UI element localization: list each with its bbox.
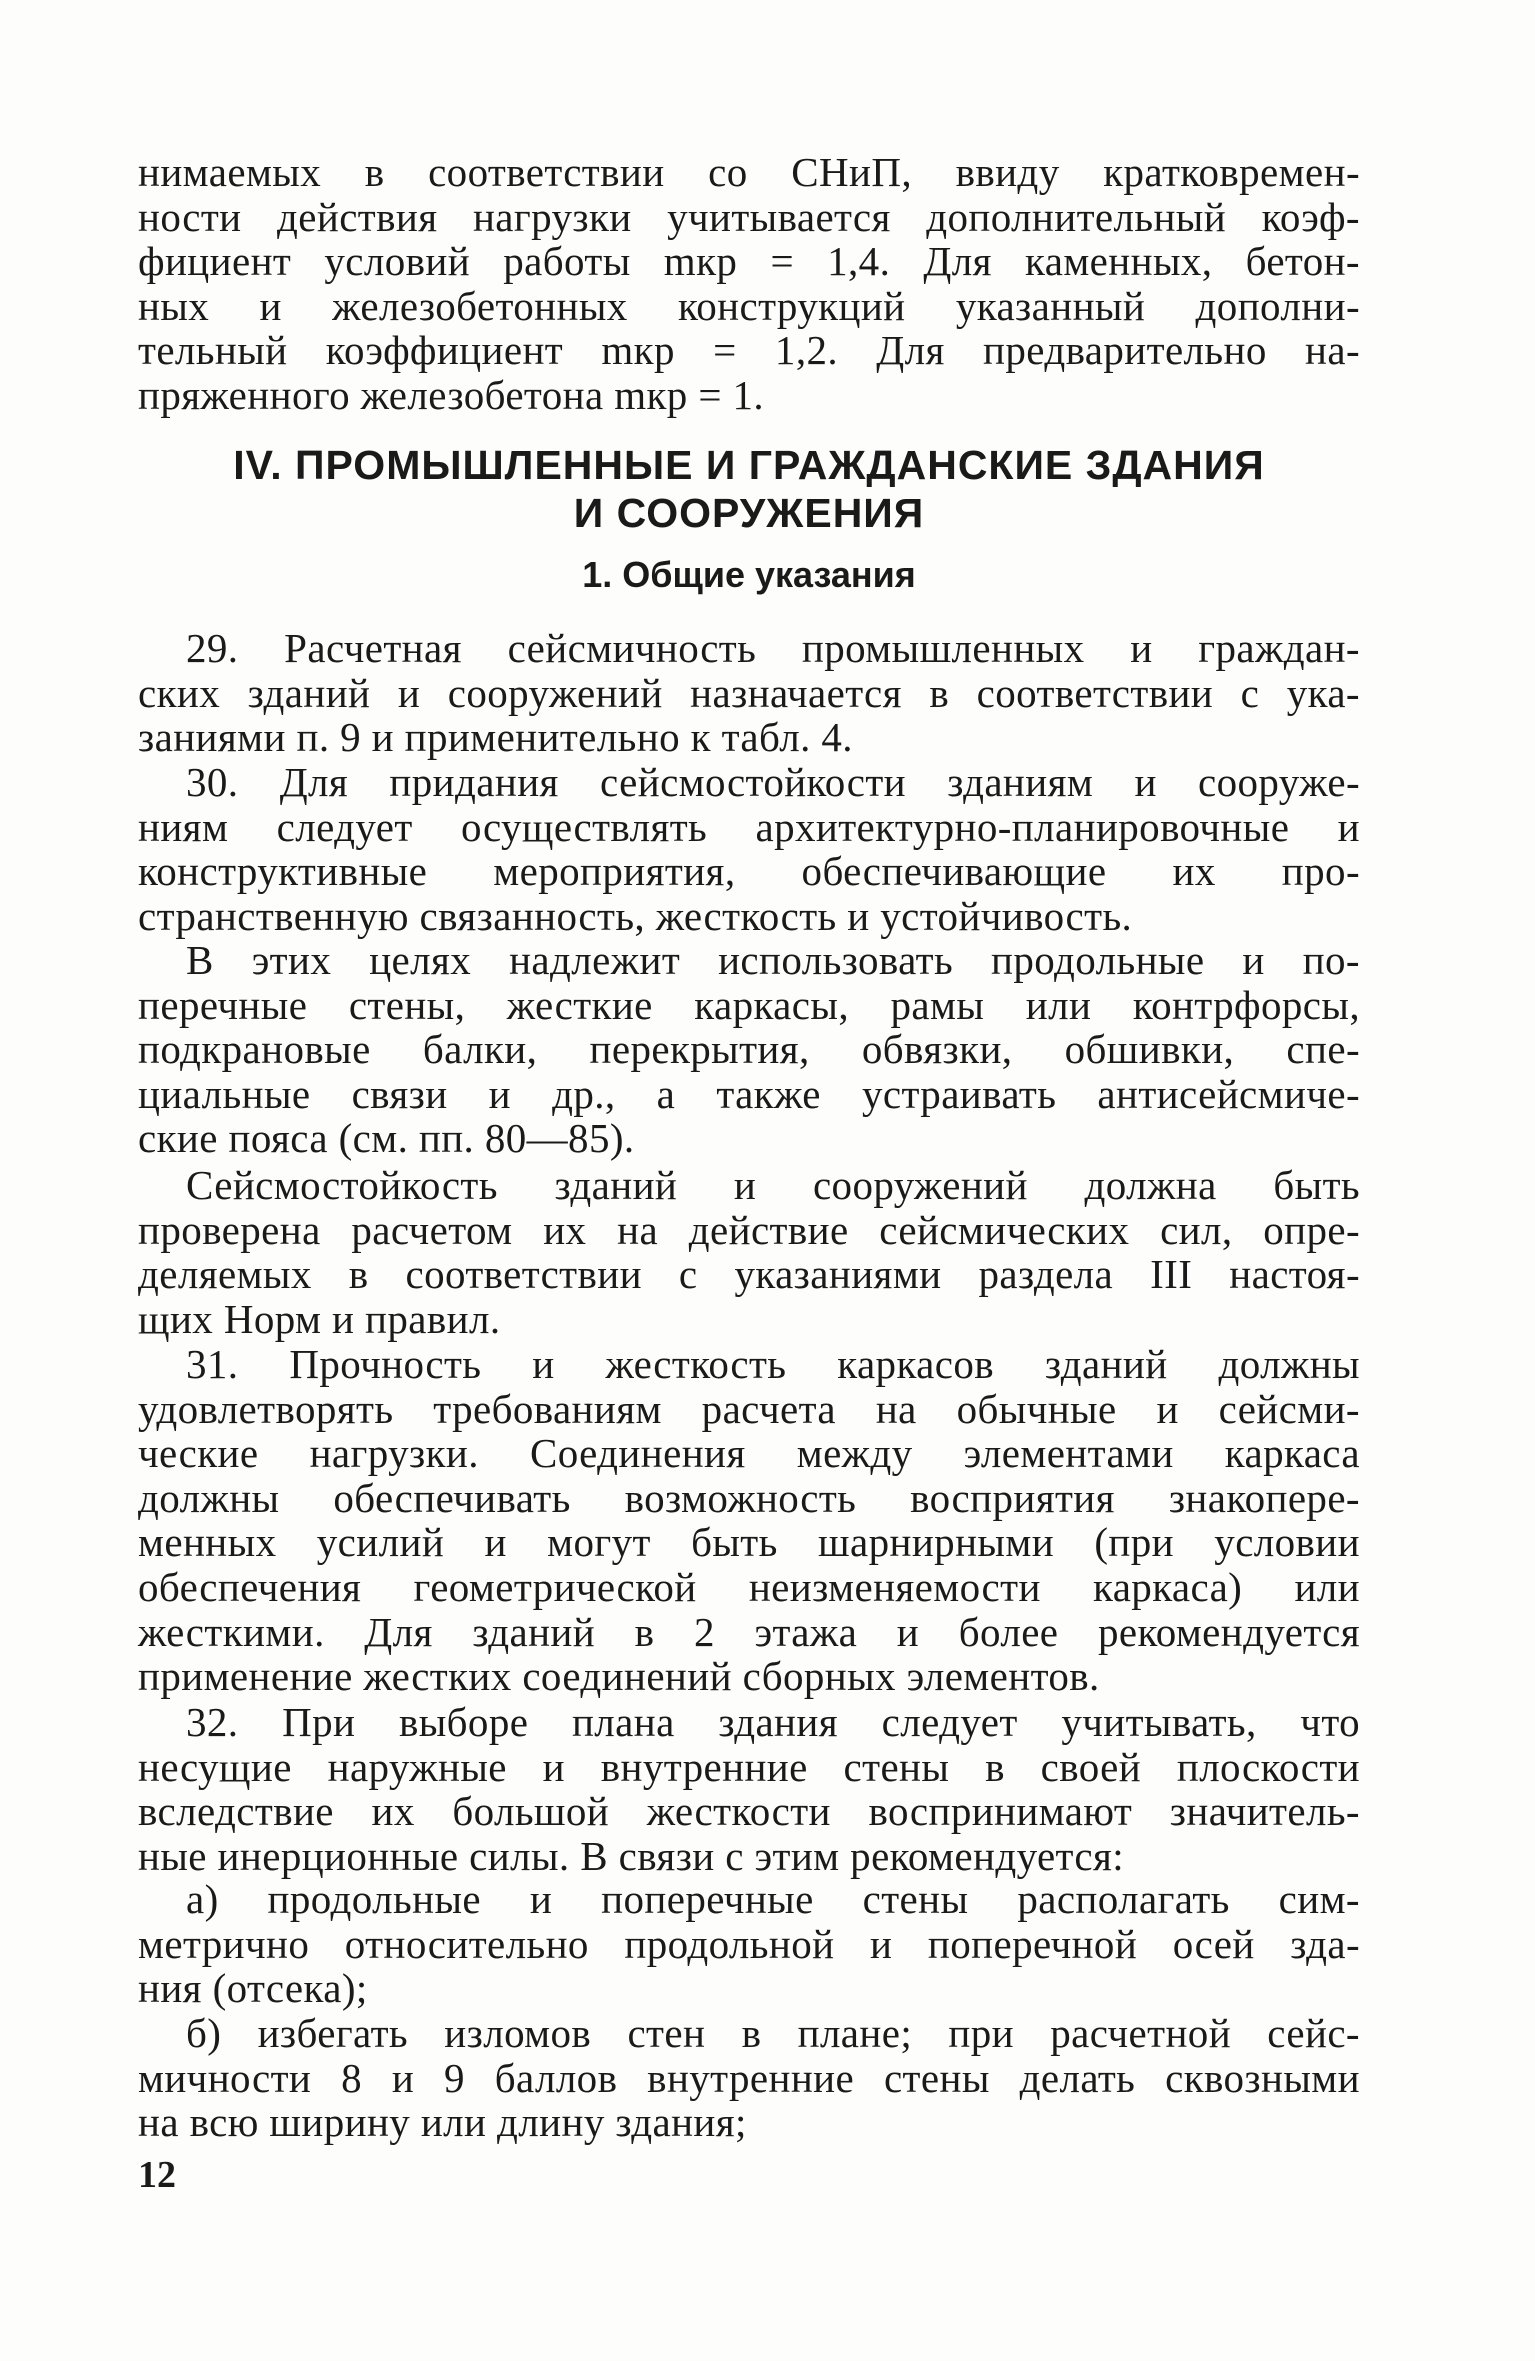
section-title-line2: И СООРУЖЕНИЯ xyxy=(573,490,925,536)
text-line: вследствие их большой жесткости воспринимают значитель- xyxy=(138,1788,1360,1835)
intro-paragraph xyxy=(138,150,1360,418)
text-line: ческие нагрузки. Соединения между элементами каркаса xyxy=(138,1430,1360,1477)
text-line: Сейсмостойкость зданий и сооружений должна быть xyxy=(186,1162,1360,1208)
text-line: деляемых в соответствии с указаниями раздела III настоя- xyxy=(138,1251,1360,1298)
text-line: должны обеспечивать возможность восприятия знакопере- xyxy=(138,1474,1360,1521)
paragraph-31 xyxy=(138,1342,1360,1699)
paragraph-30-continued xyxy=(138,938,1360,1161)
text-line: ских зданий и сооружений назначается в соответствии с ука- xyxy=(138,669,1360,716)
text-line: пряженного железобетона mкр = 1. xyxy=(138,371,765,418)
text-line: ния (отсека); xyxy=(138,1965,368,2012)
list-item-b xyxy=(138,2011,1360,2145)
text-line: конструктивные мероприятия, обеспечивающие их про- xyxy=(138,848,1360,895)
text-line: метрично относительно продольной и поперечной осей зда- xyxy=(138,1920,1360,1967)
text-line: мичности 8 и 9 баллов внутренние стены делать сквозными xyxy=(138,2054,1360,2101)
text-line: тельный коэффициент mкр = 1,2. Для предварительно на- xyxy=(138,327,1360,374)
text-line: на всю ширину или длину здания; xyxy=(138,2099,747,2146)
text-line: удовлетворять требованиям расчета на обычные и сейсми- xyxy=(138,1385,1360,1432)
text-line: заниями п. 9 и применительно к табл. 4. xyxy=(138,714,853,761)
text-line: а) продольные и поперечные стены располагать сим- xyxy=(186,1876,1360,1922)
text-line: ности действия нагрузки учитывается дополнительный коэф- xyxy=(138,193,1360,240)
text-line: 31. Прочность и жесткость каркасов зданий должны xyxy=(186,1341,1360,1387)
paragraph-30 xyxy=(138,760,1360,938)
text-line: 32. При выборе плана здания следует учитывать, что xyxy=(186,1699,1360,1745)
text-line: б) избегать изломов стен в плане; при расчетной сейс- xyxy=(186,2010,1360,2056)
text-line: применение жестких соединений сборных элементов. xyxy=(138,1653,1100,1700)
text-line: ские пояса (см. пп. 80—85). xyxy=(138,1115,635,1162)
paragraph-32 xyxy=(138,1700,1360,1878)
text-line: фициент условий работы mкр = 1,4. Для каменных, бетон- xyxy=(138,238,1360,285)
text-line: менных усилий и могут быть шарнирными (при условии xyxy=(138,1519,1360,1566)
text-line: жесткими. Для зданий в 2 этажа и более рекомендуется xyxy=(138,1608,1360,1655)
section-subtitle: 1. Общие указания xyxy=(582,554,916,595)
text-line: странственную связанность, жесткость и устойчивость. xyxy=(138,892,1133,939)
text-line: перечные стены, жесткие каркасы, рамы или контрфорсы, xyxy=(138,981,1360,1028)
text-line: подкрановые балки, перекрытия, обвязки, обшивки, спе- xyxy=(138,1026,1360,1073)
text-line: несущие наружные и внутренние стены в своей плоскости xyxy=(138,1743,1360,1790)
text-line: обеспечения геометрической неизменяемости каркаса) или xyxy=(138,1563,1360,1610)
text-line: ниям следует осуществлять архитектурно-планировочные и xyxy=(138,803,1360,850)
text-line: В этих целях надлежит использовать продольные и по- xyxy=(186,937,1360,983)
text-line: 30. Для придания сейсмостойкости зданиям и сооруже- xyxy=(186,759,1360,805)
text-line: ные инерционные силы. В связи с этим рекомендуется: xyxy=(138,1832,1125,1879)
text-line: 29. Расчетная сейсмичность промышленных и граждан- xyxy=(186,625,1360,671)
section-title-line1: IV. ПРОМЫШЛЕННЫЕ И ГРАЖДАНСКИЕ ЗДАНИЯ xyxy=(233,442,1265,488)
page-number: 12 xyxy=(138,2154,176,2196)
paragraph-29 xyxy=(138,626,1360,760)
list-item-a xyxy=(138,1877,1360,2011)
paragraph-seismic-check xyxy=(138,1163,1360,1341)
text-line: нимаемых в соответствии со СНиП, ввиду кратковремен- xyxy=(138,149,1360,195)
text-line: проверена расчетом их на действие сейсмических сил, опре- xyxy=(138,1206,1360,1253)
text-line: ных и железобетонных конструкций указанный дополни- xyxy=(138,282,1360,329)
text-line: циальные связи и др., а также устраивать антисейсмиче- xyxy=(138,1070,1360,1117)
text-line: щих Норм и правил. xyxy=(138,1295,501,1342)
